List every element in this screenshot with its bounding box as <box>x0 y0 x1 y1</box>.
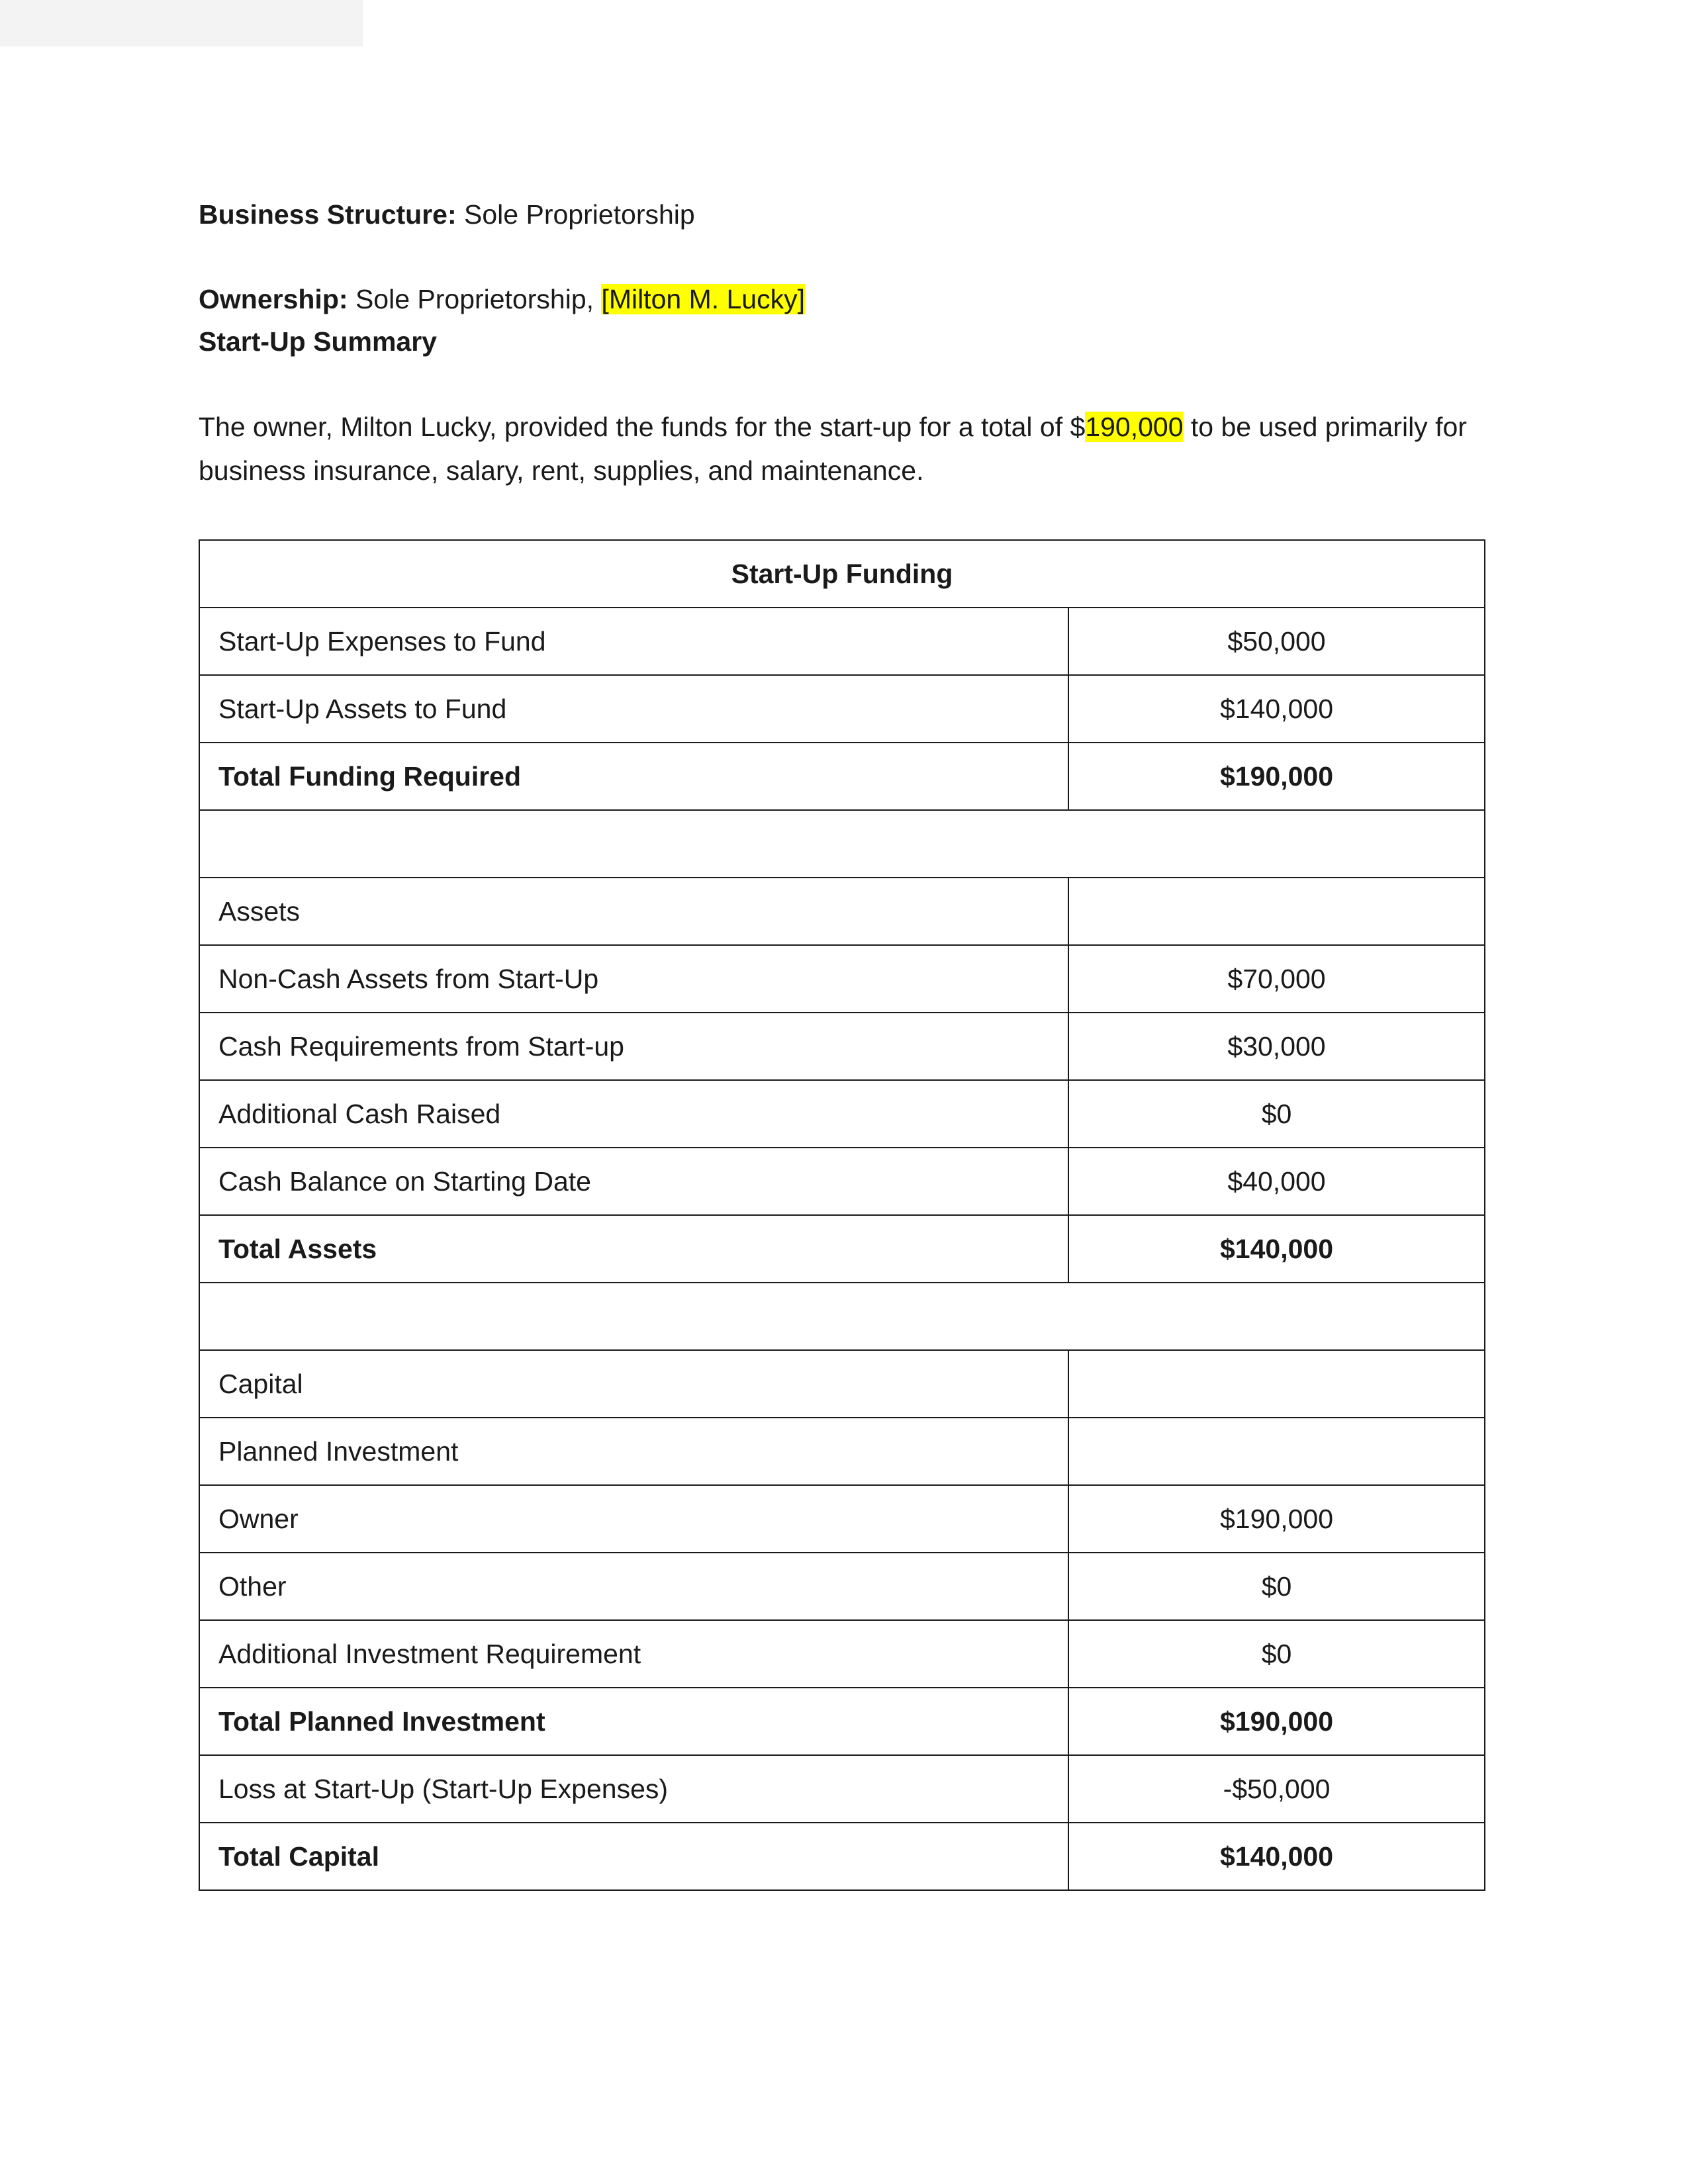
table-row-total <box>199 743 1485 810</box>
spacer-cell <box>199 810 1485 878</box>
row-value: $190,000 <box>1068 743 1485 810</box>
table-title-row <box>199 540 1485 608</box>
row-label: Total Capital <box>199 1823 1068 1890</box>
row-value: $0 <box>1068 1080 1485 1148</box>
spacer-row <box>199 810 1485 878</box>
row-label: Other <box>199 1553 1068 1620</box>
page-corner-tab <box>0 0 363 46</box>
row-value: $140,000 <box>1068 1215 1485 1283</box>
startup-summary-paragraph <box>199 405 1516 492</box>
table-row <box>199 1485 1485 1553</box>
row-label: Start-Up Assets to Fund <box>199 675 1068 743</box>
table-row-total <box>199 1215 1485 1283</box>
table-row <box>199 1418 1485 1485</box>
row-value: $140,000 <box>1068 1823 1485 1890</box>
table-row <box>199 878 1485 945</box>
table-row <box>199 1080 1485 1148</box>
row-value: $40,000 <box>1068 1148 1485 1215</box>
row-label: Non-Cash Assets from Start-Up <box>199 945 1068 1013</box>
row-label: Owner <box>199 1485 1068 1553</box>
summary-text-before: The owner, Milton Lucky, provided the funds for the start-up for a total of $ <box>199 412 1086 442</box>
row-value <box>1068 1418 1485 1485</box>
summary-amount-highlight: 190,000 <box>1085 412 1184 442</box>
table-title: Start-Up Funding <box>199 540 1485 608</box>
owner-name-highlight: [Milton M. Lucky] <box>601 284 806 314</box>
spacer-cell <box>199 1283 1485 1350</box>
row-label: Total Planned Investment <box>199 1688 1068 1755</box>
ownership-value: Sole Proprietorship, <box>355 284 594 314</box>
table-row <box>199 1350 1485 1418</box>
row-label: Cash Balance on Starting Date <box>199 1148 1068 1215</box>
table-row <box>199 1148 1485 1215</box>
ownership-label: Ownership: <box>199 284 348 314</box>
row-label: Assets <box>199 878 1068 945</box>
row-label: Total Assets <box>199 1215 1068 1283</box>
row-label: Cash Requirements from Start-up <box>199 1013 1068 1080</box>
row-label: Start-Up Expenses to Fund <box>199 608 1068 675</box>
startup-funding-table <box>199 539 1485 1891</box>
business-structure-line <box>199 197 695 232</box>
row-value: $140,000 <box>1068 675 1485 743</box>
row-label: Loss at Start-Up (Start-Up Expenses) <box>199 1755 1068 1823</box>
table-row <box>199 1755 1485 1823</box>
business-structure-label: Business Structure: <box>199 199 457 230</box>
row-value: $0 <box>1068 1553 1485 1620</box>
row-label: Total Funding Required <box>199 743 1068 810</box>
spacer-row <box>199 1283 1485 1350</box>
business-structure-value: Sole Proprietorship <box>464 199 695 230</box>
row-label: Planned Investment <box>199 1418 1068 1485</box>
summary-text-after: to be used primarily for business insurance, salary, rent, supplies, and maintenance. <box>199 412 1467 486</box>
startup-summary-heading <box>199 324 437 359</box>
ownership-line <box>199 282 805 317</box>
row-value: $50,000 <box>1068 608 1485 675</box>
row-value: $190,000 <box>1068 1485 1485 1553</box>
startup-summary-title: Start-Up Summary <box>199 326 437 357</box>
row-label: Additional Cash Raised <box>199 1080 1068 1148</box>
table-row <box>199 675 1485 743</box>
table-row <box>199 608 1485 675</box>
row-label: Capital <box>199 1350 1068 1418</box>
row-value <box>1068 878 1485 945</box>
table-row <box>199 1553 1485 1620</box>
row-value: $30,000 <box>1068 1013 1485 1080</box>
row-label: Additional Investment Requirement <box>199 1620 1068 1688</box>
table-row <box>199 1620 1485 1688</box>
row-value <box>1068 1350 1485 1418</box>
table-row-total <box>199 1688 1485 1755</box>
table-row <box>199 1013 1485 1080</box>
row-value: $0 <box>1068 1620 1485 1688</box>
row-value: -$50,000 <box>1068 1755 1485 1823</box>
row-value: $190,000 <box>1068 1688 1485 1755</box>
table-row-total <box>199 1823 1485 1890</box>
table-row <box>199 945 1485 1013</box>
row-value: $70,000 <box>1068 945 1485 1013</box>
